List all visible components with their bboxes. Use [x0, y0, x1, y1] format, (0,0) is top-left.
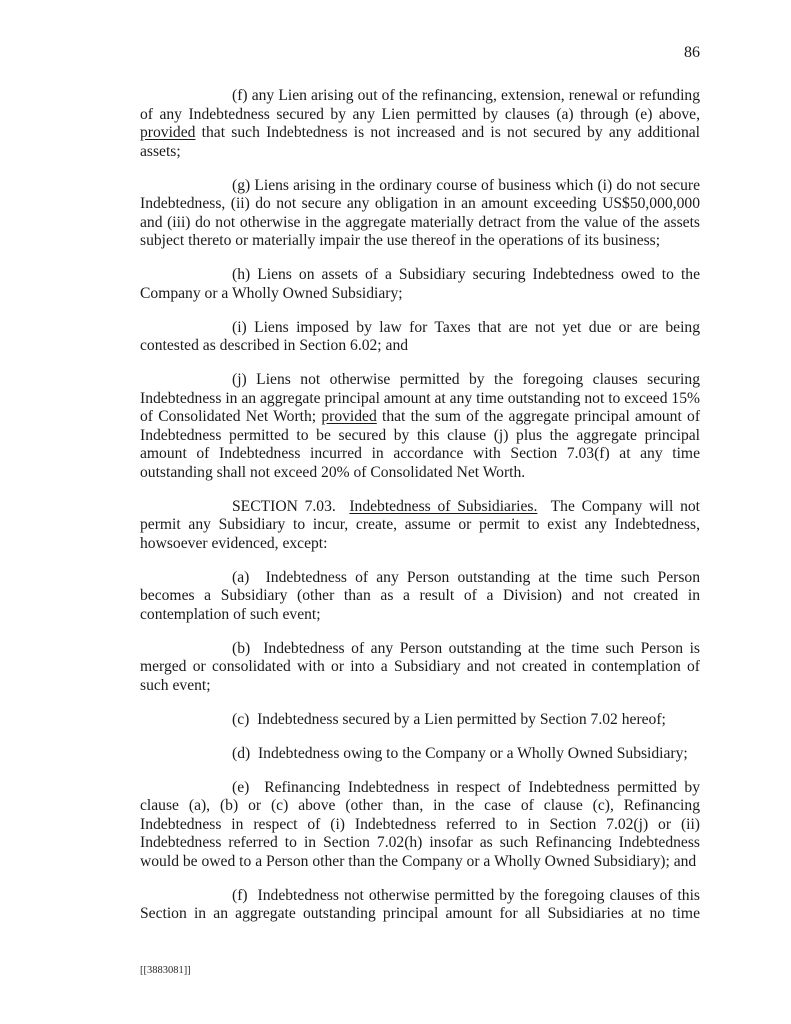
text-segment: The Company will not permit any Subsidiary to incur, create, assume or permit to exist any Indebtedness, howsoever evidenced, except:	[140, 497, 700, 552]
clause-7-02-i	[140, 319, 700, 356]
clause-7-03-c	[140, 711, 700, 730]
clause-7-02-j	[140, 371, 700, 482]
text-segment: that such Indebtedness is not increased and is not secured by any additional assets;	[140, 124, 700, 160]
clause-7-03-e	[140, 779, 700, 872]
text-segment: (i) Liens imposed by law for Taxes that are not yet due or are being contested as described in Section 6.02; and	[140, 318, 700, 354]
underlined-term: provided	[140, 124, 196, 141]
text-segment: (j) Liens not otherwise permitted by the foregoing clauses securing Indebtedness in an aggregate principal amount at any time outstanding not to exceed 15% of Consolidated Net Worth;	[140, 371, 700, 425]
underlined-term: Indebtedness of Subsidiaries.	[349, 497, 538, 515]
text-segment: (c) Indebtedness secured by a Lien permitted by Section 7.02 hereof;	[232, 710, 666, 728]
text-segment: (e) Refinancing Indebtedness in respect of Indebtedness permitted by clause (a), (b) or (c) above (other than, in the case of clause (c), Refinancing Indebtedness in respect of (i) Indebtedness referred to in Section 7.02(j) or (ii) Indebtedness referred to in Section 7.02(h) insofar as such Refinancing Indebtedness would be owed to a Person other than the Company or a Wholly Owned Subsidiary); and	[140, 778, 700, 870]
clause-7-03-f	[140, 887, 700, 924]
text-segment: (b) Indebtedness of any Person outstanding at the time such Person is merged or consolidated with or into a Subsidiary and not created in contemplation of such event;	[140, 639, 700, 694]
text-segment: (f) any Lien arising out of the refinancing, extension, renewal or refunding of any Indebtedness secured by any Lien permitted by clauses (a) through (e) above,	[140, 87, 700, 123]
section-7-03-heading-paragraph	[140, 498, 700, 554]
text-segment: (d) Indebtedness owing to the Company or a Wholly Owned Subsidiary;	[232, 744, 688, 762]
text-segment: (h) Liens on assets of a Subsidiary securing Indebtedness owed to the Company or a Wholly Owned Subsidiary;	[140, 266, 700, 302]
text-segment: that the sum of the aggregate principal amount of Indebtedness permitted to be secured by this clause (j) plus the aggregate principal amount of Indebtedness incurred in accordance with Section 7.03(f) at any time outstanding shall not exceed 20% of Consolidated Net Worth.	[140, 408, 701, 481]
text-segment: (g) Liens arising in the ordinary course of business which (i) do not secure Indebtedness, (ii) do not secure any obligation in an amount exceeding US$50,000,000 and (iii) do not otherwise in the aggregate materially detract from the value of the assets subject thereto or materially impair the use thereof in the operations of its business;	[140, 176, 700, 249]
document-body	[140, 87, 700, 939]
document-id-footer: [[3883081]]	[140, 965, 191, 976]
text-segment: (f) Indebtedness not otherwise permitted by the foregoing clauses of this Section in an aggregate outstanding principal amount for all Subsidiaries at no time	[140, 886, 700, 922]
clause-7-03-d	[140, 745, 700, 764]
clause-7-02-h	[140, 266, 700, 303]
text-segment: SECTION 7.03.	[232, 497, 350, 515]
clause-7-02-g	[140, 177, 700, 251]
text-segment: (a) Indebtedness of any Person outstanding at the time such Person becomes a Subsidiary (other than as a result of a Division) and not created in contemplation of such event;	[140, 568, 700, 623]
clause-7-03-a	[140, 569, 700, 625]
clause-7-03-b	[140, 640, 700, 696]
page-number: 86	[684, 44, 700, 61]
underlined-term: provided	[321, 408, 377, 425]
clause-7-02-f	[140, 87, 700, 161]
